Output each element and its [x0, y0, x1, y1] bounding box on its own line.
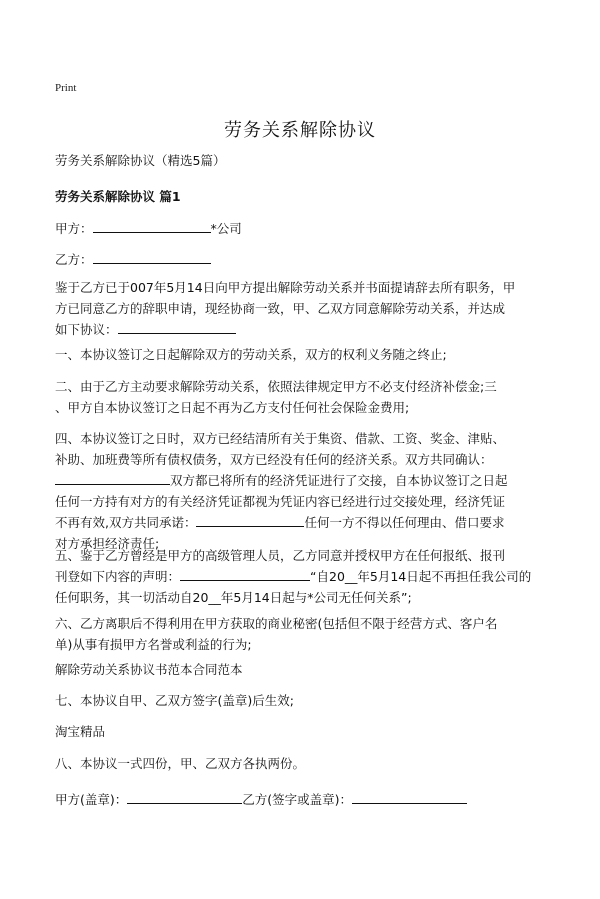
document-subtitle: 劳务关系解除协议（精选5篇） — [55, 153, 226, 168]
clause-4-blank-1 — [55, 471, 170, 485]
party-b-blank — [93, 250, 211, 264]
clause-6 — [55, 613, 555, 655]
taobao-note: 淘宝精品 — [55, 724, 106, 739]
clause-5-blank — [180, 567, 310, 581]
clause-1: 一、本协议签订之日起解除双方的劳动关系，双方的权利义务随之终止; — [55, 347, 447, 362]
party-a-label: 甲方： — [55, 221, 93, 236]
party-a-blank — [93, 219, 211, 233]
party-a-line — [55, 219, 242, 239]
intro-row-1: 鉴于乙方已于007年5月14日向甲方提出解除劳动关系并书面提请辞去所有职务，甲 — [55, 280, 516, 295]
intro-row-2: 方已同意乙方的辞职申请，现经协商一致，甲、乙双方同意解除劳动关系，并达成 — [55, 301, 506, 316]
clause-5 — [55, 545, 555, 608]
clause-4-row-5-line — [55, 512, 555, 533]
clause-4 — [55, 428, 555, 554]
clause-5-row-2a: 刊登如下内容的声明： — [55, 569, 181, 584]
clause-8: 八、本协议一式四份，甲、乙双方各执两份。 — [55, 756, 306, 771]
clause-4-row-2: 补助、加班费等所有债权债务，双方已经没有任何的经济关系。双方共同确认： — [55, 452, 493, 467]
clause-5-row-3: 任何职务，其一切活动自20__年5月14日起与*公司无任何关系”; — [55, 590, 412, 605]
signature-b-label: 乙方(签字或盖章)： — [242, 792, 353, 807]
clause-4-row-4: 任何一方持有对方的有关经济凭证都视为凭证内容已经进行过交接处理，经济凭证 — [55, 494, 506, 509]
clause-4-row-1: 四、本协议签订之日时，双方已经结清所有关于集资、借款、工资、奖金、津贴、 — [55, 431, 506, 446]
clause-6-row-1: 六、乙方离职后不得利用在甲方获取的商业秘密(包括但不限于经营方式、客户名 — [55, 616, 498, 631]
signature-b-blank — [352, 790, 467, 804]
clause-4-row-3-line — [55, 470, 555, 491]
signature-a-blank — [127, 790, 242, 804]
clause-6-row-2: 单)从事有损甲方名誉或利益的行为; — [55, 637, 252, 652]
signature-line — [55, 790, 467, 810]
document-title: 劳务关系解除协议 — [224, 120, 376, 141]
party-b-label: 乙方： — [55, 252, 93, 267]
clause-4-row-5a: 不再有效,双方共同承诺： — [55, 515, 197, 530]
section-heading: 劳务关系解除协议 篇1 — [55, 189, 181, 204]
clause-4-row-3: 双方都已将所有的经济凭证进行了交接，自本协议签订之日起 — [170, 473, 508, 488]
clause-5-row-2-line — [55, 566, 555, 587]
clause-3: 、甲方自本协议签订之日起不再为乙方支付任何社会保险金费用; — [55, 400, 410, 415]
print-label: Print — [55, 82, 77, 94]
sample-note: 解除劳动关系协议书范本合同范本 — [55, 662, 243, 677]
party-b-line — [55, 250, 211, 270]
party-a-suffix: *公司 — [210, 221, 242, 236]
clause-5-row-1: 五、鉴于乙方曾经是甲方的高级管理人员，乙方同意并授权甲方在任何报纸、报刊 — [55, 548, 506, 563]
clause-4-row-5b: 任何一方不得以任何理由、借口要求 — [304, 515, 505, 530]
clause-7: 七、本协议自甲、乙双方签字(盖章)后生效; — [55, 693, 294, 708]
intro-row-3-line — [55, 319, 555, 340]
clause-4-row-6: 对方承担经济责任; — [55, 536, 160, 551]
intro-row-3: 如下协议： — [55, 322, 118, 337]
clause-5-row-2b: “自20__年5月14日起不再担任我公司的 — [310, 569, 532, 584]
intro-blank — [118, 320, 236, 334]
clause-2: 二、由于乙方主动要求解除劳动关系，依照法律规定甲方不必支付经济补偿金;三 — [55, 379, 497, 394]
clause-2-3 — [55, 376, 555, 418]
clause-4-blank-2 — [196, 513, 304, 527]
intro-paragraph — [55, 277, 555, 340]
signature-a-label: 甲方(盖章)： — [55, 792, 128, 807]
